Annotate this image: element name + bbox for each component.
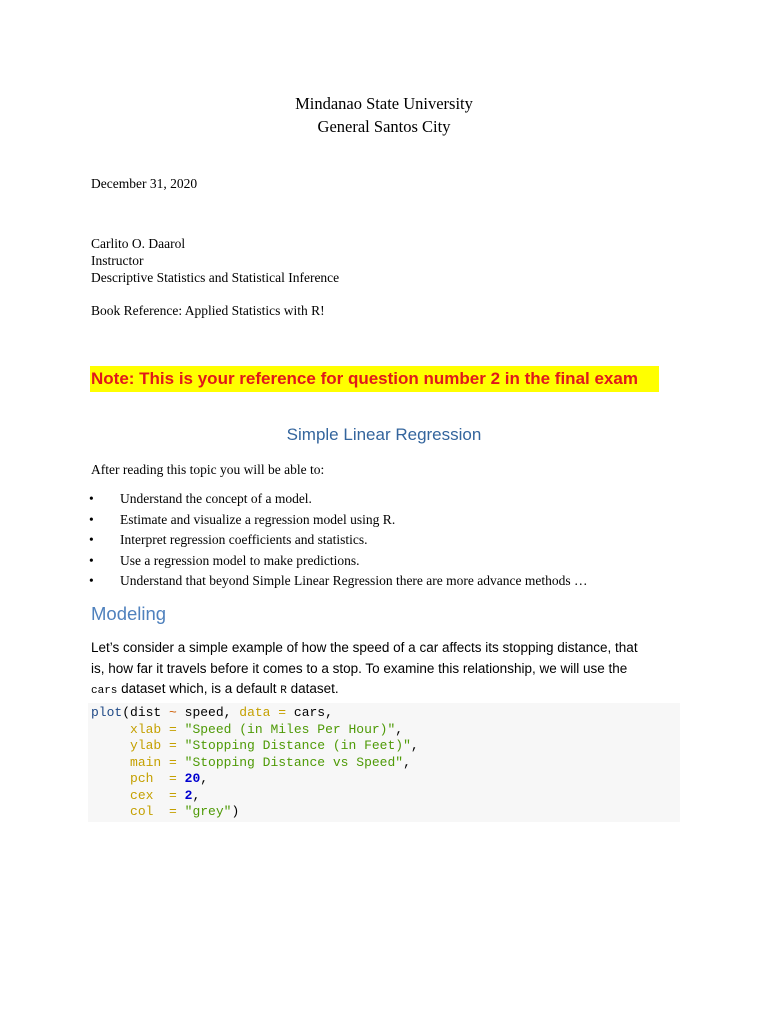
code-operator: = bbox=[161, 738, 185, 753]
code-text: (dist bbox=[122, 705, 170, 720]
section-title: Simple Linear Regression bbox=[286, 425, 482, 444]
code-operator: = bbox=[161, 721, 185, 737]
inline-code-cars: cars bbox=[91, 685, 118, 697]
intro-text: After reading this topic you will be able to: bbox=[91, 462, 325, 477]
bullet-icon: • bbox=[89, 532, 94, 547]
bullet-icon: • bbox=[89, 552, 94, 568]
paragraph-fragment: dataset. bbox=[286, 681, 339, 696]
code-text: ) bbox=[231, 804, 240, 819]
code-text: , bbox=[410, 738, 419, 753]
list-item bbox=[89, 552, 587, 573]
university-city: General Santos City bbox=[317, 117, 451, 136]
code-number: 20 bbox=[184, 771, 201, 786]
code-operator: = bbox=[270, 705, 294, 720]
code-indent bbox=[91, 788, 130, 803]
university-name: Mindanao State University bbox=[295, 94, 473, 113]
author-role: Instructor bbox=[91, 253, 144, 268]
paragraph-fragment: dataset which, is a default bbox=[117, 681, 281, 696]
bullet-icon: • bbox=[89, 573, 94, 588]
code-argument: cex bbox=[130, 787, 154, 803]
course-title: Descriptive Statistics and Statistical Inference bbox=[91, 270, 340, 285]
document-date: December 31, 2020 bbox=[91, 176, 198, 191]
code-indent bbox=[91, 771, 130, 786]
list-item-text: Use a regression model to make predictions. bbox=[120, 552, 360, 568]
code-text: , bbox=[192, 787, 201, 803]
code-indent bbox=[91, 755, 130, 770]
code-text: , bbox=[403, 754, 411, 770]
code-operator: ~ bbox=[169, 705, 177, 720]
code-string: "Stopping Distance (in Feet)" bbox=[184, 738, 411, 753]
modeling-paragraph bbox=[91, 638, 681, 702]
list-item bbox=[89, 511, 587, 532]
exam-note-banner: Note: This is your reference for question number 2 in the final exam bbox=[90, 366, 659, 392]
list-item-text: Understand that beyond Simple Linear Regression there are more advance methods … bbox=[120, 573, 588, 588]
code-argument: main bbox=[130, 754, 162, 770]
objectives-list bbox=[89, 490, 587, 593]
subheading-modeling: Modeling bbox=[91, 603, 167, 624]
code-text: , bbox=[395, 721, 404, 737]
inline-code-r: R bbox=[280, 685, 287, 697]
code-line bbox=[91, 705, 333, 722]
code-operator: = bbox=[161, 754, 185, 770]
code-argument: pch bbox=[130, 771, 154, 786]
code-line bbox=[91, 738, 419, 755]
bullet-icon: • bbox=[89, 491, 94, 506]
code-argument: xlab bbox=[130, 721, 162, 737]
code-line bbox=[91, 804, 239, 821]
code-line bbox=[91, 722, 403, 739]
code-operator: = bbox=[153, 787, 185, 803]
code-text: , bbox=[200, 771, 209, 786]
list-item bbox=[89, 572, 587, 593]
code-indent bbox=[91, 804, 130, 819]
list-item bbox=[89, 531, 587, 552]
code-argument: data bbox=[239, 705, 271, 720]
code-text: speed, bbox=[176, 705, 240, 720]
code-string: "grey" bbox=[184, 804, 232, 819]
paragraph-line: is, how far it travels before it comes to a stop. To examine this relationship, we will use the bbox=[91, 660, 628, 676]
code-line bbox=[91, 755, 411, 772]
code-indent bbox=[91, 738, 130, 753]
code-number: 2 bbox=[184, 787, 193, 803]
code-string: "Stopping Distance vs Speed" bbox=[184, 754, 404, 770]
author-name: Carlito O. Daarol bbox=[91, 236, 186, 251]
code-function: plot bbox=[91, 705, 123, 720]
bullet-icon: • bbox=[89, 511, 94, 527]
list-item-text: Understand the concept of a model. bbox=[120, 491, 312, 506]
code-string: "Speed (in Miles Per Hour)" bbox=[184, 721, 396, 737]
code-block bbox=[88, 703, 680, 822]
code-line bbox=[91, 771, 208, 788]
code-text: cars, bbox=[293, 705, 333, 720]
paragraph-line: Let’s consider a simple example of how the speed of a car affects its stopping distance, that bbox=[91, 640, 638, 655]
code-argument: ylab bbox=[130, 738, 162, 753]
code-line bbox=[91, 788, 200, 805]
list-item-text: Estimate and visualize a regression model using R. bbox=[120, 511, 396, 527]
code-argument: col bbox=[130, 804, 154, 819]
code-operator: = bbox=[153, 771, 185, 786]
code-indent bbox=[91, 722, 130, 737]
code-operator: = bbox=[153, 804, 185, 819]
paragraph-line bbox=[91, 679, 681, 702]
list-item bbox=[89, 490, 587, 511]
list-item-text: Interpret regression coefficients and statistics. bbox=[120, 532, 368, 547]
book-reference: Book Reference: Applied Statistics with R! bbox=[91, 303, 325, 318]
